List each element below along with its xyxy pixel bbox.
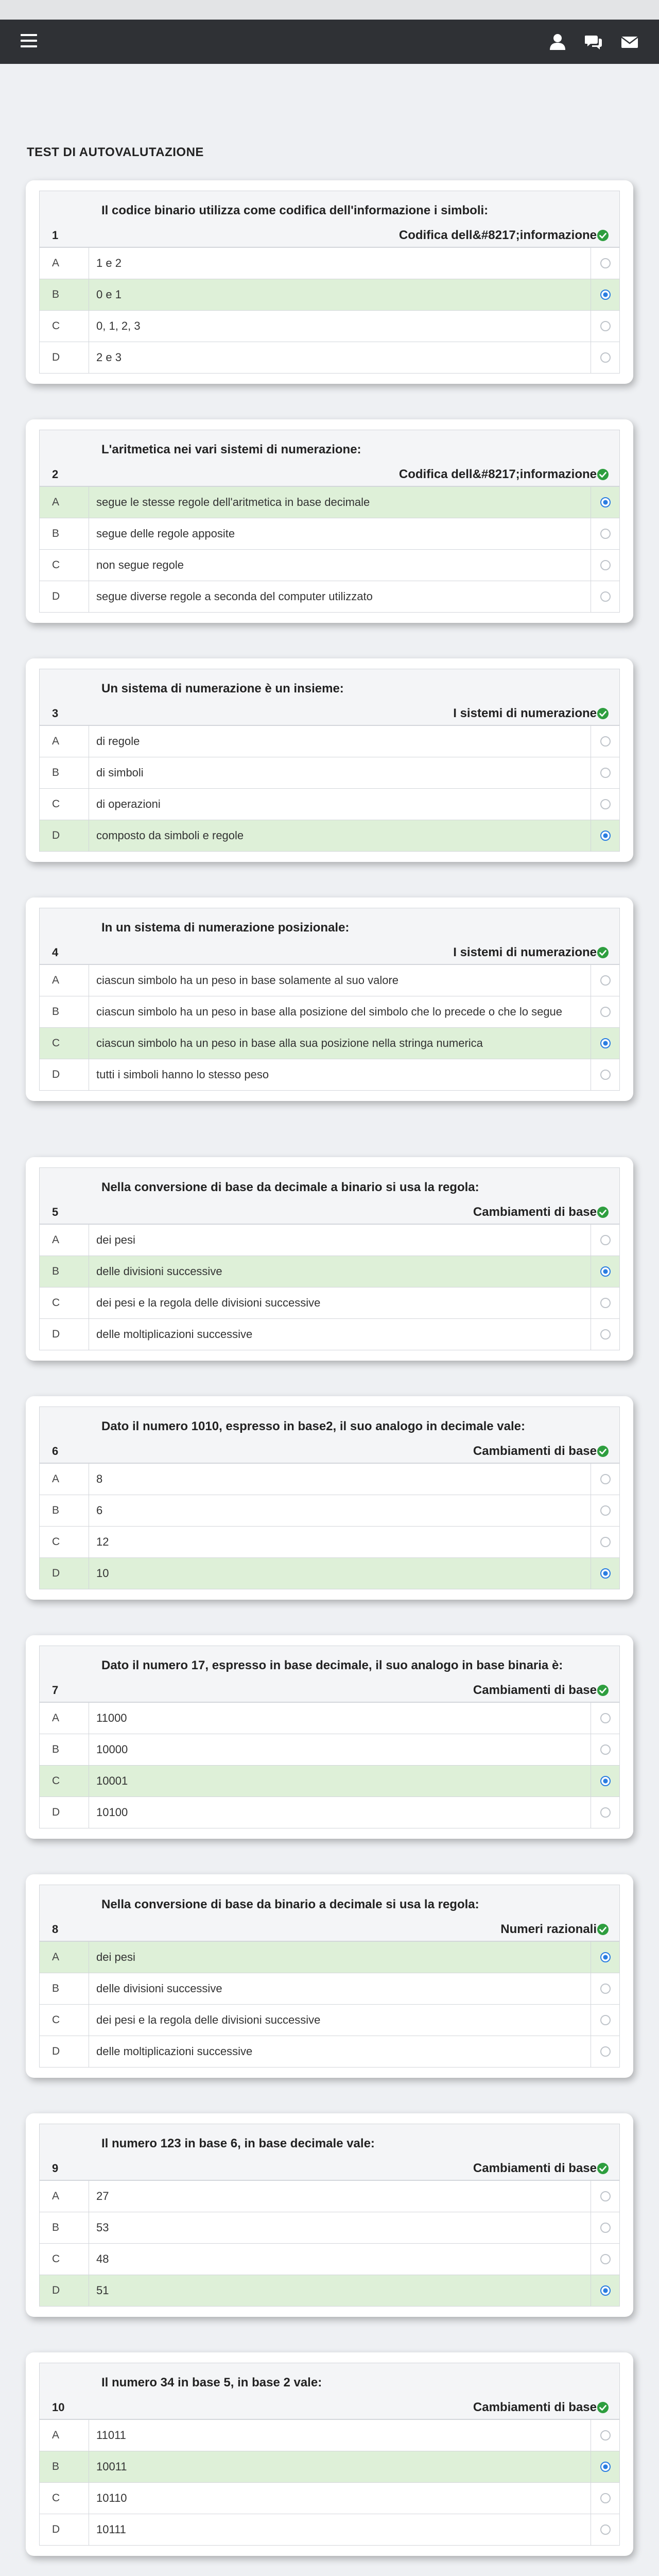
check-circle-icon bbox=[597, 229, 609, 242]
option-text: segue diverse regole a seconda del computer utilizzato bbox=[96, 590, 373, 603]
answer-option[interactable] bbox=[40, 1734, 619, 1765]
question-number: 2 bbox=[52, 468, 59, 481]
option-text: ciascun simbolo ha un peso in base alla posizione del simbolo che lo precede o che lo segue bbox=[96, 1005, 563, 1018]
question-meta bbox=[40, 224, 619, 247]
question-card bbox=[26, 419, 633, 623]
check-circle-icon bbox=[597, 2162, 609, 2175]
question-header bbox=[40, 191, 619, 247]
answer-option[interactable] bbox=[40, 1287, 619, 1318]
check-circle-icon bbox=[597, 2401, 609, 2414]
answer-option[interactable] bbox=[40, 2004, 619, 2036]
option-letter: D bbox=[40, 2275, 89, 2306]
option-radio-cell bbox=[591, 726, 619, 757]
answer-option[interactable] bbox=[40, 1973, 619, 2004]
option-letter: C bbox=[40, 2483, 89, 2514]
option-radio[interactable] bbox=[600, 2223, 611, 2233]
option-radio[interactable] bbox=[600, 2285, 611, 2296]
option-text: 10011 bbox=[96, 2460, 127, 2473]
answer-option[interactable] bbox=[40, 518, 619, 549]
option-letter: B bbox=[40, 279, 89, 310]
option-letter: D bbox=[40, 1319, 89, 1350]
option-letter: C bbox=[40, 550, 89, 581]
option-letter: B bbox=[40, 2451, 89, 2482]
question-meta bbox=[40, 941, 619, 964]
option-letter: C bbox=[40, 1527, 89, 1557]
question-text: Il codice binario utilizza come codifica dell'informazione i simboli: bbox=[101, 204, 489, 217]
option-text: 1 e 2 bbox=[96, 257, 122, 269]
question-text: Dato il numero 1010, espresso in base2, il suo analogo in decimale vale: bbox=[101, 1419, 525, 1433]
option-radio[interactable] bbox=[600, 1474, 611, 1484]
option-text: di simboli bbox=[96, 766, 144, 779]
answer-option[interactable] bbox=[40, 1059, 619, 1090]
option-radio[interactable] bbox=[600, 2191, 611, 2201]
check-circle-icon bbox=[597, 1684, 609, 1697]
option-radio-cell bbox=[591, 2514, 619, 2545]
option-radio[interactable] bbox=[600, 1744, 611, 1755]
option-radio-cell bbox=[591, 996, 619, 1027]
option-letter: C bbox=[40, 311, 89, 342]
option-letter: B bbox=[40, 996, 89, 1027]
option-text: delle moltiplicazioni successive bbox=[96, 1328, 253, 1341]
option-letter: D bbox=[40, 1797, 89, 1828]
answer-option[interactable] bbox=[40, 2514, 619, 2545]
option-text: tutti i simboli hanno lo stesso peso bbox=[96, 1068, 269, 1081]
option-text: 11011 bbox=[96, 2429, 126, 2442]
check-circle-icon bbox=[597, 1445, 609, 1458]
answer-option[interactable] bbox=[40, 486, 619, 518]
answer-option[interactable] bbox=[40, 2036, 619, 2067]
answer-option[interactable] bbox=[40, 2275, 619, 2306]
question-topic: Codifica dell&#8217;informazione bbox=[398, 228, 597, 242]
option-radio-cell bbox=[591, 1287, 619, 1318]
option-radio[interactable] bbox=[600, 2254, 611, 2264]
answer-option[interactable] bbox=[40, 788, 619, 820]
answer-option[interactable] bbox=[40, 310, 619, 342]
option-radio[interactable] bbox=[600, 736, 611, 747]
question-text: L'aritmetica nei vari sistemi di numerazione: bbox=[101, 443, 361, 456]
check-circle-icon bbox=[597, 1923, 609, 1936]
option-radio-cell bbox=[591, 965, 619, 996]
option-letter: C bbox=[40, 1028, 89, 1059]
question-number: 7 bbox=[52, 1684, 59, 1697]
option-letter: A bbox=[40, 726, 89, 757]
option-text: delle divisioni successive bbox=[96, 1265, 222, 1278]
option-text: 8 bbox=[96, 1472, 103, 1485]
question-topic: Cambiamenti di base bbox=[473, 1205, 597, 1219]
answer-option[interactable] bbox=[40, 1941, 619, 1973]
question-text: Il numero 123 in base 6, in base decimale vale: bbox=[101, 2137, 375, 2150]
option-letter: D bbox=[40, 1558, 89, 1589]
option-letter: A bbox=[40, 965, 89, 996]
option-radio-cell bbox=[591, 248, 619, 279]
answer-option[interactable] bbox=[40, 820, 619, 851]
option-radio-cell bbox=[591, 1558, 619, 1589]
check-circle-icon bbox=[597, 1206, 609, 1218]
option-radio[interactable] bbox=[600, 1329, 611, 1340]
question-number: 4 bbox=[52, 946, 59, 959]
question-text: Il numero 34 in base 5, in base 2 vale: bbox=[101, 2376, 322, 2389]
option-text: segue delle regole apposite bbox=[96, 527, 235, 540]
answer-option[interactable] bbox=[40, 1495, 619, 1526]
answer-option[interactable] bbox=[40, 1256, 619, 1287]
question-header bbox=[40, 2124, 619, 2180]
option-text: di regole bbox=[96, 735, 140, 748]
answer-option[interactable] bbox=[40, 2451, 619, 2482]
question-number: 9 bbox=[52, 2162, 59, 2175]
option-letter: D bbox=[40, 2036, 89, 2067]
answer-option[interactable] bbox=[40, 964, 619, 996]
option-radio[interactable] bbox=[600, 1568, 611, 1579]
option-letter: A bbox=[40, 1942, 89, 1973]
option-radio-cell bbox=[591, 1797, 619, 1828]
question-number: 5 bbox=[52, 1206, 59, 1218]
option-radio-cell bbox=[591, 1942, 619, 1973]
option-text: 10111 bbox=[96, 2523, 126, 2536]
option-radio[interactable] bbox=[600, 529, 611, 539]
option-radio-cell bbox=[591, 2483, 619, 2514]
option-radio[interactable] bbox=[600, 1807, 611, 1818]
answer-option[interactable] bbox=[40, 279, 619, 310]
option-radio-cell bbox=[591, 2036, 619, 2067]
option-radio[interactable] bbox=[600, 1776, 611, 1786]
option-radio-cell bbox=[591, 1495, 619, 1526]
question-card bbox=[26, 180, 633, 384]
answer-option[interactable] bbox=[40, 247, 619, 279]
option-text: 10001 bbox=[96, 1774, 128, 1787]
question-meta bbox=[40, 1918, 619, 1941]
option-radio[interactable] bbox=[600, 497, 611, 507]
question-header bbox=[40, 1168, 619, 1224]
option-text: 6 bbox=[96, 1504, 103, 1517]
option-radio[interactable] bbox=[600, 1298, 611, 1308]
option-radio-cell bbox=[591, 1703, 619, 1734]
answer-option[interactable] bbox=[40, 1557, 619, 1589]
option-radio[interactable] bbox=[600, 591, 611, 602]
question-card bbox=[26, 1396, 633, 1600]
option-radio[interactable] bbox=[600, 2015, 611, 2025]
answer-option[interactable] bbox=[40, 1702, 619, 1734]
option-radio-cell bbox=[591, 1766, 619, 1797]
option-radio[interactable] bbox=[600, 1266, 611, 1277]
option-letter: A bbox=[40, 1703, 89, 1734]
option-radio[interactable] bbox=[600, 975, 611, 986]
option-radio[interactable] bbox=[600, 799, 611, 809]
question-topic: I sistemi di numerazione bbox=[453, 706, 597, 720]
page-title: TEST DI AUTOVALUTAZIONE bbox=[27, 145, 204, 159]
option-letter: A bbox=[40, 248, 89, 279]
answer-option[interactable] bbox=[40, 725, 619, 757]
option-radio[interactable] bbox=[600, 321, 611, 331]
option-letter: C bbox=[40, 2244, 89, 2275]
question-table bbox=[39, 908, 620, 1091]
option-letter: D bbox=[40, 1059, 89, 1090]
option-letter: D bbox=[40, 2514, 89, 2545]
option-letter: B bbox=[40, 1495, 89, 1526]
answer-option[interactable] bbox=[40, 1463, 619, 1495]
question-card bbox=[26, 897, 633, 1101]
answer-option[interactable] bbox=[40, 342, 619, 373]
option-radio-cell bbox=[591, 1734, 619, 1765]
option-text: 0, 1, 2, 3 bbox=[96, 319, 141, 332]
question-number: 8 bbox=[52, 1923, 59, 1936]
answer-option[interactable] bbox=[40, 996, 619, 1027]
question-text: In un sistema di numerazione posizionale: bbox=[101, 921, 350, 935]
option-letter: C bbox=[40, 2005, 89, 2036]
option-letter: B bbox=[40, 2212, 89, 2243]
answer-option[interactable] bbox=[40, 1027, 619, 1059]
option-text: 11000 bbox=[96, 1711, 127, 1724]
question-table bbox=[39, 1406, 620, 1589]
option-text: dei pesi bbox=[96, 1951, 135, 1963]
question-card bbox=[26, 1874, 633, 2078]
option-radio-cell bbox=[591, 279, 619, 310]
answer-option[interactable] bbox=[40, 2243, 619, 2275]
envelope-icon[interactable] bbox=[621, 33, 638, 50]
question-card bbox=[26, 1635, 633, 1839]
option-radio-cell bbox=[591, 1527, 619, 1557]
question-topic: Cambiamenti di base bbox=[473, 1444, 597, 1458]
option-radio-cell bbox=[591, 487, 619, 518]
option-radio[interactable] bbox=[600, 2430, 611, 2441]
question-header bbox=[40, 1407, 619, 1463]
option-letter: B bbox=[40, 518, 89, 549]
question-table bbox=[39, 1885, 620, 2067]
check-circle-icon bbox=[597, 707, 609, 720]
option-text: 0 e 1 bbox=[96, 288, 122, 301]
option-text: dei pesi e la regola delle divisioni successive bbox=[96, 2013, 321, 2026]
question-topic: Numeri razionali bbox=[500, 1922, 597, 1936]
option-text: 12 bbox=[96, 1535, 109, 1548]
option-letter: A bbox=[40, 2420, 89, 2451]
option-radio[interactable] bbox=[600, 1537, 611, 1547]
comments-icon[interactable] bbox=[585, 33, 602, 50]
option-text: 10110 bbox=[96, 2492, 127, 2504]
option-text: non segue regole bbox=[96, 558, 184, 571]
question-text: Nella conversione di base da decimale a binario si usa la regola: bbox=[101, 1180, 479, 1194]
option-text: 51 bbox=[96, 2284, 109, 2297]
option-radio[interactable] bbox=[600, 560, 611, 570]
question-number: 6 bbox=[52, 1445, 59, 1458]
answer-option[interactable] bbox=[40, 2482, 619, 2514]
user-icon[interactable] bbox=[549, 33, 566, 50]
option-text: segue le stesse regole dell'aritmetica in base decimale bbox=[96, 496, 370, 509]
option-letter: C bbox=[40, 789, 89, 820]
answer-option[interactable] bbox=[40, 1224, 619, 1256]
answer-option[interactable] bbox=[40, 757, 619, 788]
option-letter: D bbox=[40, 342, 89, 373]
option-radio-cell bbox=[591, 518, 619, 549]
question-meta bbox=[40, 463, 619, 486]
question-text: Nella conversione di base da binario a decimale si usa la regola: bbox=[101, 1897, 479, 1911]
question-header bbox=[40, 1885, 619, 1941]
option-radio-cell bbox=[591, 1028, 619, 1059]
option-letter: A bbox=[40, 1464, 89, 1495]
option-radio[interactable] bbox=[600, 352, 611, 363]
option-radio[interactable] bbox=[600, 258, 611, 268]
option-text: 10 bbox=[96, 1567, 109, 1580]
option-radio[interactable] bbox=[600, 1070, 611, 1080]
option-radio-cell bbox=[591, 1464, 619, 1495]
answer-option[interactable] bbox=[40, 1318, 619, 1350]
option-radio[interactable] bbox=[600, 2493, 611, 2503]
option-letter: D bbox=[40, 820, 89, 851]
answer-option[interactable] bbox=[40, 2180, 619, 2212]
question-card bbox=[26, 2113, 633, 2317]
question-table bbox=[39, 1167, 620, 1350]
option-radio[interactable] bbox=[600, 831, 611, 841]
option-radio-cell bbox=[591, 2451, 619, 2482]
option-text: 27 bbox=[96, 2190, 109, 2202]
question-table bbox=[39, 1646, 620, 1828]
option-radio-cell bbox=[591, 1319, 619, 1350]
question-header bbox=[40, 430, 619, 486]
question-table bbox=[39, 669, 620, 852]
option-text: 53 bbox=[96, 2221, 109, 2234]
question-meta bbox=[40, 1440, 619, 1463]
option-radio[interactable] bbox=[600, 2524, 611, 2535]
option-text: 2 e 3 bbox=[96, 351, 122, 364]
option-radio-cell bbox=[591, 1059, 619, 1090]
option-radio-cell bbox=[591, 311, 619, 342]
option-radio[interactable] bbox=[600, 1952, 611, 1962]
option-text: dei pesi bbox=[96, 1233, 135, 1246]
option-text: di operazioni bbox=[96, 798, 161, 810]
option-radio-cell bbox=[591, 342, 619, 373]
option-letter: B bbox=[40, 1256, 89, 1287]
question-meta bbox=[40, 2157, 619, 2180]
option-text: composto da simboli e regole bbox=[96, 829, 244, 842]
top-navbar bbox=[0, 20, 659, 64]
answer-option[interactable] bbox=[40, 581, 619, 612]
question-table bbox=[39, 2363, 620, 2546]
option-letter: A bbox=[40, 2181, 89, 2212]
option-text: dei pesi e la regola delle divisioni successive bbox=[96, 1296, 321, 1309]
answer-option[interactable] bbox=[40, 1797, 619, 1828]
question-topic: Cambiamenti di base bbox=[473, 1683, 597, 1697]
option-letter: A bbox=[40, 487, 89, 518]
question-header bbox=[40, 2363, 619, 2419]
browser-top-band bbox=[0, 0, 659, 20]
option-letter: C bbox=[40, 1766, 89, 1797]
option-radio-cell bbox=[591, 1225, 619, 1256]
option-radio-cell bbox=[591, 2275, 619, 2306]
option-text: delle moltiplicazioni successive bbox=[96, 2045, 253, 2058]
answer-option[interactable] bbox=[40, 2212, 619, 2243]
option-radio[interactable] bbox=[600, 768, 611, 778]
option-text: 10000 bbox=[96, 1743, 128, 1756]
option-text: 48 bbox=[96, 2252, 109, 2265]
question-number: 1 bbox=[52, 229, 59, 242]
option-radio-cell bbox=[591, 820, 619, 851]
option-radio[interactable] bbox=[600, 2046, 611, 2057]
option-radio-cell bbox=[591, 2420, 619, 2451]
check-circle-icon bbox=[597, 468, 609, 481]
option-radio-cell bbox=[591, 1256, 619, 1287]
option-radio-cell bbox=[591, 2212, 619, 2243]
question-table bbox=[39, 2124, 620, 2307]
option-text: ciascun simbolo ha un peso in base solamente al suo valore bbox=[96, 974, 399, 987]
question-topic: I sistemi di numerazione bbox=[453, 945, 597, 959]
question-header bbox=[40, 669, 619, 725]
option-text: 10100 bbox=[96, 1806, 128, 1819]
option-radio-cell bbox=[591, 2244, 619, 2275]
question-topic: Codifica dell&#8217;informazione bbox=[398, 467, 597, 481]
check-circle-icon bbox=[597, 946, 609, 959]
option-letter: A bbox=[40, 1225, 89, 1256]
question-text: Un sistema di numerazione è un insieme: bbox=[101, 682, 344, 696]
question-meta bbox=[40, 702, 619, 725]
option-letter: B bbox=[40, 1973, 89, 2004]
option-radio[interactable] bbox=[600, 290, 611, 300]
answer-option[interactable] bbox=[40, 549, 619, 581]
question-meta bbox=[40, 2396, 619, 2419]
question-card bbox=[26, 658, 633, 862]
question-header bbox=[40, 1646, 619, 1702]
menu-icon[interactable] bbox=[21, 34, 37, 49]
question-table bbox=[39, 430, 620, 613]
option-text: ciascun simbolo ha un peso in base alla sua posizione nella stringa numerica bbox=[96, 1037, 483, 1049]
option-radio[interactable] bbox=[600, 1038, 611, 1048]
option-text: delle divisioni successive bbox=[96, 1982, 222, 1995]
option-radio[interactable] bbox=[600, 1984, 611, 1994]
option-radio-cell bbox=[591, 1973, 619, 2004]
option-radio[interactable] bbox=[600, 1505, 611, 1516]
question-header bbox=[40, 908, 619, 964]
answer-option[interactable] bbox=[40, 1526, 619, 1557]
option-letter: B bbox=[40, 757, 89, 788]
option-radio-cell bbox=[591, 757, 619, 788]
option-letter: C bbox=[40, 1287, 89, 1318]
question-number: 10 bbox=[52, 2401, 65, 2414]
question-meta bbox=[40, 1679, 619, 1702]
question-table bbox=[39, 191, 620, 374]
option-radio-cell bbox=[591, 2005, 619, 2036]
question-number: 3 bbox=[52, 707, 59, 720]
option-radio[interactable] bbox=[600, 1007, 611, 1017]
option-radio[interactable] bbox=[600, 1713, 611, 1723]
question-topic: Cambiamenti di base bbox=[473, 2161, 597, 2175]
question-meta bbox=[40, 1201, 619, 1224]
option-radio[interactable] bbox=[600, 2462, 611, 2472]
question-topic: Cambiamenti di base bbox=[473, 2400, 597, 2414]
answer-option[interactable] bbox=[40, 2419, 619, 2451]
question-card bbox=[26, 1157, 633, 1361]
option-radio-cell bbox=[591, 581, 619, 612]
option-letter: D bbox=[40, 581, 89, 612]
answer-option[interactable] bbox=[40, 1765, 619, 1797]
option-radio-cell bbox=[591, 550, 619, 581]
question-text: Dato il numero 17, espresso in base decimale, il suo analogo in base binaria è: bbox=[101, 1658, 563, 1672]
option-radio-cell bbox=[591, 789, 619, 820]
option-radio-cell bbox=[591, 2181, 619, 2212]
option-radio[interactable] bbox=[600, 1235, 611, 1245]
question-card bbox=[26, 2352, 633, 2556]
option-letter: B bbox=[40, 1734, 89, 1765]
